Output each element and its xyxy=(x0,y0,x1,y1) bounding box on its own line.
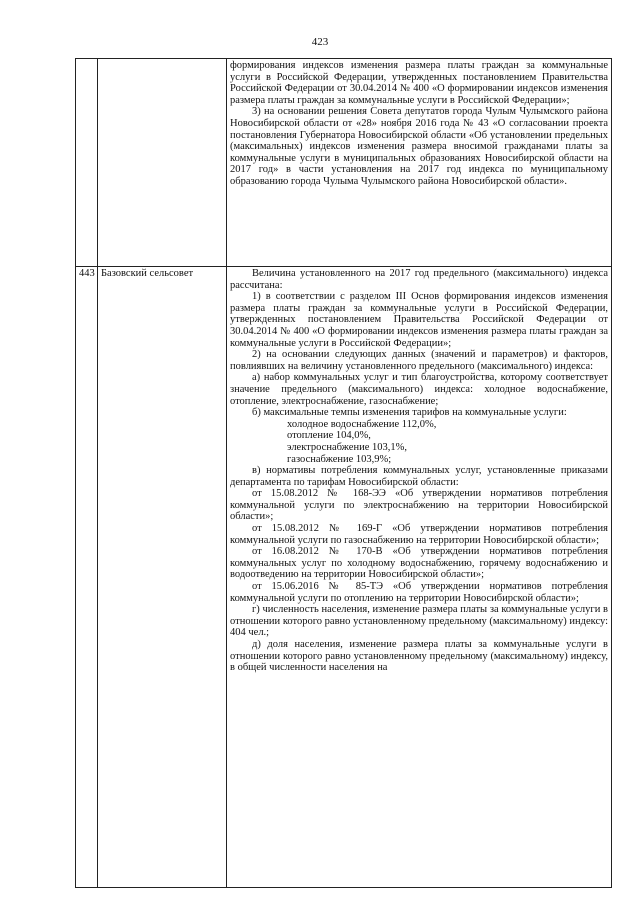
row-text xyxy=(227,267,612,888)
paragraph: г) численность населения, изменение размера платы за коммунальные услуги в отношении которого равно установленному предельному (максимальному) индексу: 404 чел.; xyxy=(230,604,608,639)
tariff-list-item: отопление 104,0%, xyxy=(287,430,371,442)
paragraph: а) набор коммунальных услуг и тип благоустройства, которому соответствует значение предельного (максимального) индекса: холодное водоснабжение, отопление, электроснабжение, газоснабжение; xyxy=(230,372,608,407)
paragraph: от 15.06.2016 № 85-ТЭ «Об утверждении нормативов потребления коммунальной услуги по отоплению на территории Новосибирской области»; xyxy=(230,581,608,604)
table-row xyxy=(76,267,612,888)
table-row xyxy=(76,59,612,267)
paragraph: от 15.08.2012 № 168-ЭЭ «Об утверждении нормативов потребления коммунальной услуги по электроснабжению на территории Новосибирской области»; xyxy=(230,488,608,523)
row-text xyxy=(227,59,612,267)
paragraph: Величина установленного на 2017 год предельного (максимального) индекса рассчитана: xyxy=(230,268,608,291)
paragraph: д) доля населения, изменение размера платы за коммунальные услуги в отношении которого равно установленному предельному (максимальному) индексу, в общей численности населения на xyxy=(230,639,608,674)
row-number: 443 xyxy=(76,267,98,888)
municipality-name: Базовский сельсовет xyxy=(98,267,227,888)
paragraph: 1) в соответствии с разделом III Основ формирования индексов изменения размера платы граждан за коммунальные услуги в Российской Федерации, утвержденных постановлением Правительства Российской Федерации от 30.04.2014 № 400 «О формировании индексов изменения размера платы граждан за коммунальные услуги в Российской Федерации»; xyxy=(230,291,608,349)
paragraph: 3) на основании решения Совета депутатов города Чулым Чулымского района Новосибирской области от «28» ноября 2016 года № 43 «О согласовании проекта постановления Губернатора Новосибирской области «Об установлении предельных (максимальных) индексов изменения размера вносимой гражданами платы за коммунальные услуги в муниципальных образованиях Новосибирской области на 2017 год» в части установления на 2017 год индекса по муниципальному образованию города Чулыма Чулымского района Новосибирской области». xyxy=(230,106,608,187)
paragraph: от 16.08.2012 № 170-В «Об утверждении нормативов потребления коммунальных услуг по холодному водоснабжению, горячему водоснабжению и водоотведению на территории Новосибирской области»; xyxy=(230,546,608,581)
tariff-list-item: газоснабжение 103,9%; xyxy=(287,453,392,465)
tariff-list-item: электроснабжение 103,1%, xyxy=(287,441,407,453)
tariff-list-item: холодное водоснабжение 112,0%, xyxy=(287,418,437,430)
row-number xyxy=(76,59,98,267)
paragraph: 2) на основании следующих данных (значений и параметров) и факторов, повлиявших на величину установленного предельного (максимального) индекса: xyxy=(230,349,608,372)
page-number: 423 xyxy=(311,36,329,48)
municipality-name xyxy=(98,59,227,267)
paragraph: формирования индексов изменения размера платы граждан за коммунальные услуги в Российской Федерации, утвержденных постановлением Правительства Российской Федерации от 30.04.2014 № 400 «О формировании индексов изменения размера платы граждан за коммунальные услуги в Российской Федерации»; xyxy=(230,60,608,106)
document-table xyxy=(75,58,612,888)
paragraph: б) максимальные темпы изменения тарифов на коммунальные услуги: xyxy=(252,407,567,419)
paragraph: в) нормативы потребления коммунальных услуг, установленные приказами департамента по тарифам Новосибирской области: xyxy=(230,465,608,488)
paragraph: от 15.08.2012 № 169-Г «Об утверждении нормативов потребления коммунальной услуги по газоснабжению на территории Новосибирской области»; xyxy=(230,523,608,546)
